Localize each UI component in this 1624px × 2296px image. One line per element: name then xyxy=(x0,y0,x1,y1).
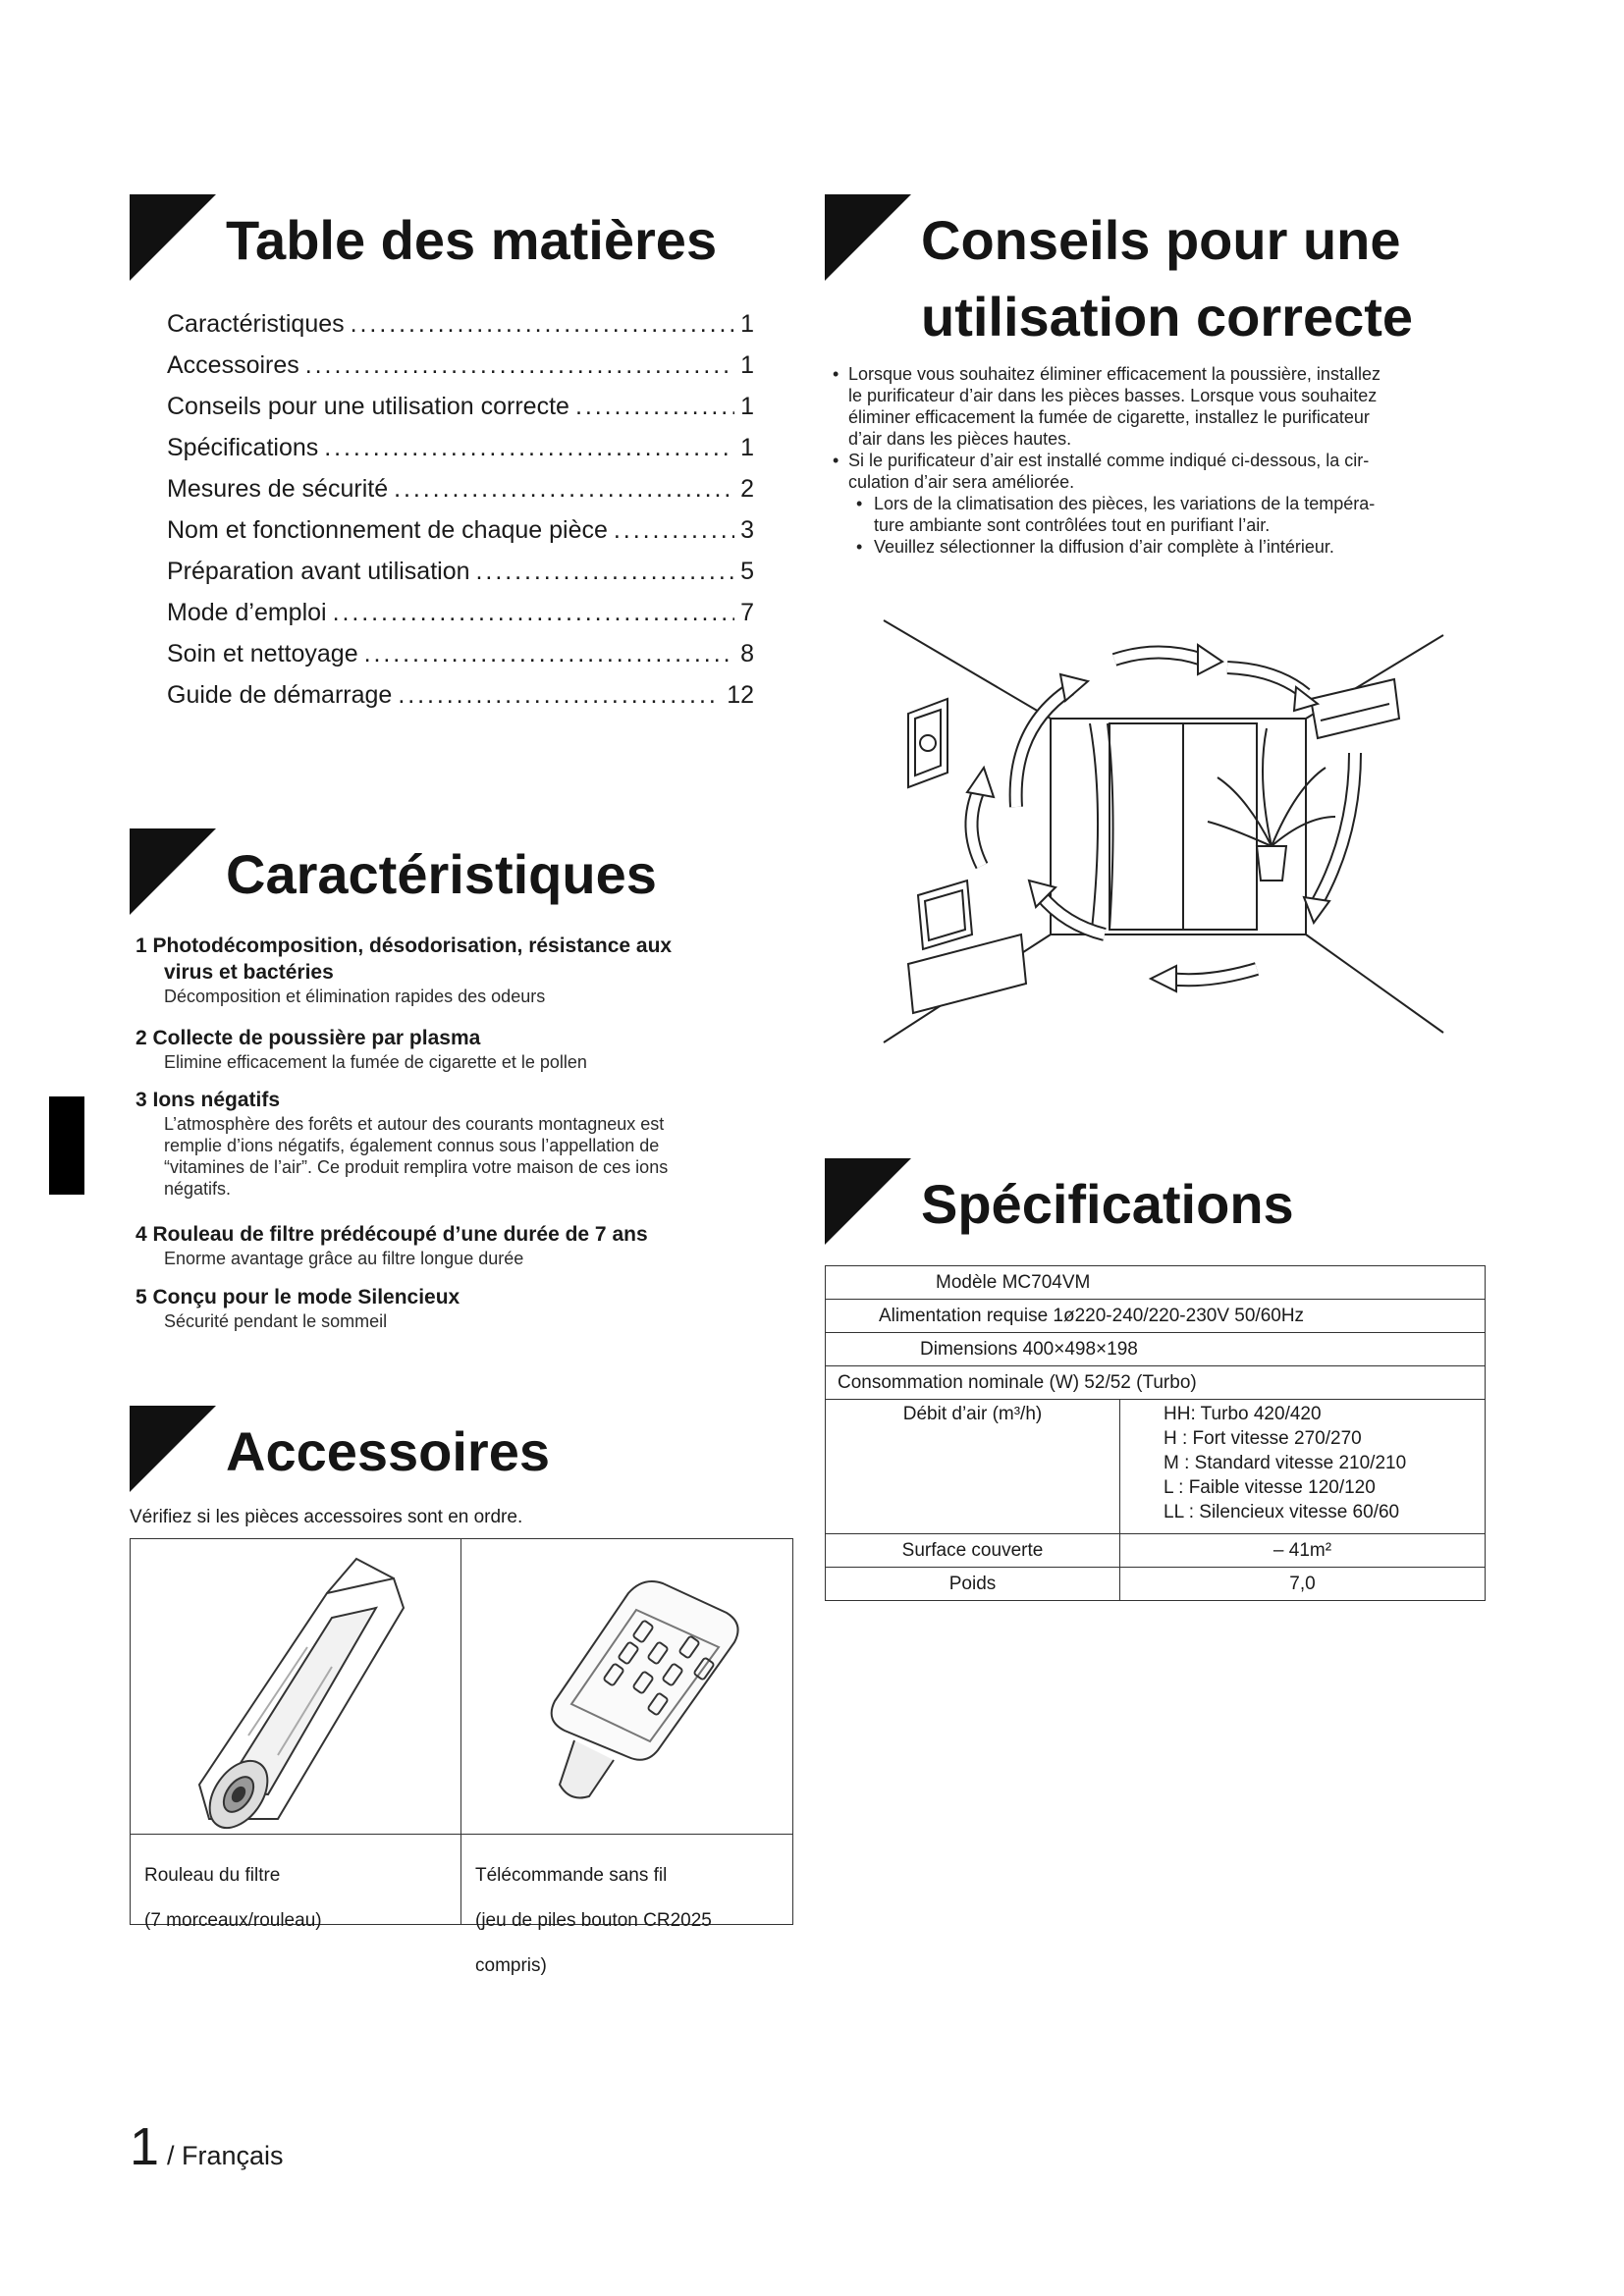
feature-title: 2 Collecte de poussière par plasma xyxy=(135,1027,481,1049)
advice-title-line2: utilisation correcte xyxy=(921,286,1414,347)
advice-sub-bullet: • Lors de la climatisation des pièces, les variations de la tempéra- ture ambiante sont contrôlées tout en purifiant l’air. xyxy=(856,494,1376,535)
toc-leader xyxy=(364,640,735,668)
section-triangle-icon xyxy=(130,194,216,281)
spec-key: Débit d’air (m³/h) xyxy=(826,1400,1120,1534)
feature-description: Sécurité pendant le sommeil xyxy=(164,1311,388,1331)
toc-label: Mode d’emploi xyxy=(167,599,327,626)
toc-label: Préparation avant utilisation xyxy=(167,558,470,585)
toc-row[interactable] xyxy=(167,393,754,434)
filter-roll-icon xyxy=(131,1539,460,1834)
advice-bullet: • Si le purificateur d’air est installé comme indiqué ci-dessous, la cir- culation d’air sera améliorée. xyxy=(833,451,1370,492)
section-triangle-icon xyxy=(130,1406,216,1492)
toc-row[interactable] xyxy=(167,516,754,558)
toc-leader xyxy=(305,351,734,380)
feature-description: Décomposition et élimination rapides des odeurs xyxy=(164,987,546,1006)
toc-page: 3 xyxy=(740,516,754,544)
toc-page: 7 xyxy=(740,599,754,626)
toc-row[interactable] xyxy=(167,475,754,516)
page-language: / Français xyxy=(167,2141,284,2170)
feature-title: 3 Ions négatifs xyxy=(135,1089,281,1111)
spec-key: Consommation nominale (W) 52/52 (Turbo) xyxy=(826,1366,1486,1400)
accessories-intro: Vérifiez si les pièces accessoires sont en ordre. xyxy=(130,1507,523,1527)
toc-label: Caractéristiques xyxy=(167,310,345,338)
feature-title: 5 Conçu pour le mode Silencieux xyxy=(135,1286,460,1308)
toc-page: 1 xyxy=(740,310,754,338)
accessory-cell xyxy=(461,1539,792,1976)
toc-row[interactable] xyxy=(167,681,754,722)
room-airflow-icon xyxy=(864,611,1453,1052)
bullet-icon: • xyxy=(856,537,863,557)
toc-label: Accessoires xyxy=(167,351,299,379)
spec-value: – 41m² xyxy=(1120,1534,1486,1568)
table-row xyxy=(826,1400,1486,1534)
toc-leader xyxy=(476,558,735,586)
feature-description: Elimine efficacement la fumée de cigarette et le pollen xyxy=(164,1052,587,1072)
section-triangle-icon xyxy=(130,828,216,915)
toc-label: Soin et nettoyage xyxy=(167,640,358,667)
toc-leader xyxy=(614,516,734,545)
toc-label: Mesures de sécurité xyxy=(167,475,389,503)
spec-key: Dimensions 400×498×198 xyxy=(826,1333,1486,1366)
toc-label: Spécifications xyxy=(167,434,319,461)
remote-control-icon xyxy=(461,1539,792,1834)
spec-key: Alimentation requise 1ø220-240/220-230V 50/60Hz xyxy=(826,1300,1486,1333)
specs-title: Spécifications xyxy=(921,1173,1294,1235)
advice-sub-bullet: • Veuillez sélectionner la diffusion d’air complète à l’intérieur. xyxy=(856,537,1334,557)
toc-leader xyxy=(398,681,721,710)
features-title: Caractéristiques xyxy=(226,843,657,905)
table-of-contents xyxy=(167,310,754,722)
advice-bullet: • Lorsque vous souhaitez éliminer efficacement la poussière, installez le purificateur d’air dans les pièces basses. Lorsque vous souhaitez éliminer efficacement la fumée de cigarette, installez le purificateur d’air dans les pièces hautes. xyxy=(833,364,1380,449)
advice-list xyxy=(833,363,1490,558)
table-row xyxy=(826,1300,1486,1333)
toc-label: Guide de démarrage xyxy=(167,681,393,709)
accessory-cell xyxy=(131,1539,461,1931)
feature-item xyxy=(135,1221,764,1269)
toc-page: 12 xyxy=(727,681,754,709)
toc-leader xyxy=(351,310,734,339)
toc-row[interactable] xyxy=(167,558,754,599)
section-triangle-icon xyxy=(825,194,911,281)
toc-page: 1 xyxy=(740,351,754,379)
spec-key: Poids xyxy=(826,1568,1120,1601)
accessory-caption: Rouleau du filtre (7 morceaux/rouleau) xyxy=(144,1865,322,1931)
room-airflow-illustration xyxy=(864,611,1453,1052)
accessories-table xyxy=(130,1538,793,1976)
toc-title: Table des matières xyxy=(226,209,718,271)
bullet-icon: • xyxy=(833,451,839,470)
feature-title: 4 Rouleau de filtre prédécoupé d’une durée de 7 ans xyxy=(135,1223,648,1246)
filter-roll-illustration xyxy=(131,1539,460,1835)
toc-page: 1 xyxy=(740,434,754,461)
spec-key: Modèle MC704VM xyxy=(826,1266,1486,1300)
specifications-table xyxy=(825,1265,1486,1601)
table-row xyxy=(826,1266,1486,1300)
bullet-icon: • xyxy=(856,494,863,513)
toc-page: 5 xyxy=(740,558,754,585)
table-row xyxy=(826,1568,1486,1601)
section-tab-marker xyxy=(49,1096,84,1195)
table-row xyxy=(826,1366,1486,1400)
table-row xyxy=(826,1333,1486,1366)
toc-leader xyxy=(394,475,734,504)
feature-item xyxy=(135,933,764,1007)
toc-page: 2 xyxy=(740,475,754,503)
feature-item xyxy=(135,1284,764,1332)
table-row xyxy=(826,1534,1486,1568)
toc-label: Nom et fonctionnement de chaque pièce xyxy=(167,516,608,544)
feature-description: Enorme avantage grâce au filtre longue durée xyxy=(164,1249,524,1268)
toc-leader xyxy=(333,599,735,627)
toc-row[interactable] xyxy=(167,434,754,475)
toc-leader xyxy=(324,434,734,462)
toc-row[interactable] xyxy=(167,310,754,351)
toc-page: 1 xyxy=(740,393,754,420)
accessories-title: Accessoires xyxy=(226,1420,551,1482)
spec-key: Surface couverte xyxy=(826,1534,1120,1568)
bullet-icon: • xyxy=(833,364,839,384)
toc-row[interactable] xyxy=(167,599,754,640)
toc-leader xyxy=(575,393,734,421)
toc-row[interactable] xyxy=(167,640,754,681)
remote-control-illustration xyxy=(461,1539,792,1835)
toc-page: 8 xyxy=(740,640,754,667)
feature-description: L’atmosphère des forêts et autour des courants montagneux est remplie d’ions négatifs, également connus sous l’appellation de “vitamines de l’air”. Ce produit remplira votre maison de ces ions négatifs. xyxy=(164,1114,669,1199)
page-number: 1 xyxy=(130,2117,160,2176)
feature-title: 1 Photodécomposition, désodorisation, résistance aux virus et bactéries xyxy=(135,934,673,984)
section-triangle-icon xyxy=(825,1158,911,1245)
toc-row[interactable] xyxy=(167,351,754,393)
feature-item xyxy=(135,1025,764,1073)
feature-item xyxy=(135,1087,764,1200)
spec-value: HH: Turbo 420/420 H : Fort vitesse 270/270 M : Standard vitesse 210/210 L : Faible vitesse 120/120 LL : Silencieux vitesse 60/60 xyxy=(1120,1400,1486,1534)
accessory-caption: Télécommande sans fil (jeu de piles bouton CR2025 compris) xyxy=(475,1865,712,1976)
advice-title-line1: Conseils pour une xyxy=(921,209,1401,271)
spec-value: 7,0 xyxy=(1120,1568,1486,1601)
toc-label: Conseils pour une utilisation correcte xyxy=(167,393,569,420)
